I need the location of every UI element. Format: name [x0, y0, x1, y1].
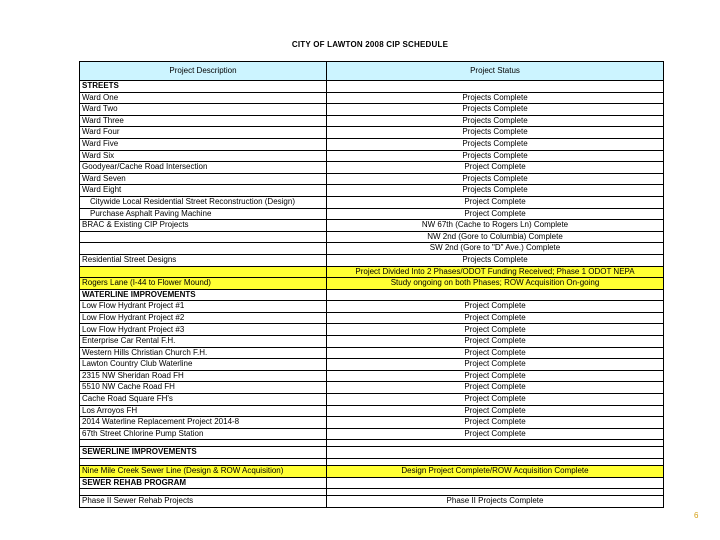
project-status: Projects Complete [327, 150, 664, 162]
project-description: 5510 NW Cache Road FH [80, 382, 327, 394]
project-status: Projects Complete [327, 254, 664, 266]
table-row [80, 312, 664, 324]
project-status: Project Complete [327, 405, 664, 417]
project-description [80, 459, 327, 466]
project-description: Ward Six [80, 150, 327, 162]
section-row [80, 289, 664, 301]
project-status: Project Complete [327, 394, 664, 406]
section-heading: STREETS [80, 81, 327, 93]
table-row [80, 496, 664, 508]
table-row [80, 173, 664, 185]
section-row [80, 447, 664, 459]
project-status: Project Complete [327, 196, 664, 208]
project-status: NW 2nd (Gore to Columbia) Complete [327, 231, 664, 243]
table-row [80, 254, 664, 266]
project-status: Project Complete [327, 347, 664, 359]
project-description: Ward Three [80, 115, 327, 127]
project-status: Project Complete [327, 417, 664, 429]
project-description: Ward Five [80, 138, 327, 150]
table-row [80, 208, 664, 220]
table-row [80, 231, 664, 243]
project-description: 2315 NW Sheridan Road FH [80, 370, 327, 382]
table-row [80, 466, 664, 478]
page-number: 6 [694, 511, 699, 520]
project-status: Project Complete [327, 336, 664, 348]
table-row [80, 428, 664, 440]
header-project-description: Project Description [80, 62, 327, 81]
table-row [80, 359, 664, 371]
table-row [80, 324, 664, 336]
project-status: Projects Complete [327, 127, 664, 139]
project-status: Projects Complete [327, 104, 664, 116]
table-row [80, 243, 664, 255]
project-status [327, 477, 664, 489]
project-status: Phase II Projects Complete [327, 496, 664, 508]
table-row [80, 301, 664, 313]
project-status: Project Complete [327, 359, 664, 371]
project-status [327, 459, 664, 466]
project-description [80, 266, 327, 278]
project-description [80, 231, 327, 243]
table-row [80, 115, 664, 127]
project-status: Project Complete [327, 312, 664, 324]
project-status: Project Complete [327, 208, 664, 220]
project-description: Ward Seven [80, 173, 327, 185]
page-title: CITY OF LAWTON 2008 CIP SCHEDULE [291, 40, 449, 49]
project-status [327, 489, 664, 496]
section-row [80, 477, 664, 489]
project-status: Projects Complete [327, 115, 664, 127]
project-status: Projects Complete [327, 138, 664, 150]
section-heading: WATERLINE IMPROVEMENTS [80, 289, 327, 301]
section-heading: SEWER REHAB PROGRAM [80, 477, 327, 489]
project-status: Project Divided Into 2 Phases/ODOT Funding Received; Phase 1 ODOT NEPA [327, 266, 664, 278]
table-row [80, 104, 664, 116]
project-description: Los Arroyos FH [80, 405, 327, 417]
project-description: Ward Eight [80, 185, 327, 197]
project-description: Cache Road Square FH's [80, 394, 327, 406]
table-row [80, 185, 664, 197]
project-description: Purchase Asphalt Paving Machine [80, 208, 327, 220]
project-status: Project Complete [327, 382, 664, 394]
project-status: Project Complete [327, 324, 664, 336]
table-row [80, 394, 664, 406]
project-description: BRAC & Existing CIP Projects [80, 220, 327, 232]
table-row [80, 266, 664, 278]
table-row [80, 92, 664, 104]
table-row [80, 370, 664, 382]
project-status [327, 440, 664, 447]
section-row [80, 81, 664, 93]
project-status: Project Complete [327, 162, 664, 174]
project-description: Rogers Lane (I-44 to Flower Mound) [80, 278, 327, 290]
table-row [80, 162, 664, 174]
table-row [80, 138, 664, 150]
project-status: Projects Complete [327, 92, 664, 104]
header-project-status: Project Status [327, 62, 664, 81]
project-description [80, 489, 327, 496]
table-row [80, 336, 664, 348]
project-status: Project Complete [327, 301, 664, 313]
project-description: Lawton Country Club Waterline [80, 359, 327, 371]
project-description: Ward Two [80, 104, 327, 116]
table-row [80, 278, 664, 290]
project-description: 67th Street Chlorine Pump Station [80, 428, 327, 440]
table-row [80, 347, 664, 359]
project-status: NW 67th (Cache to Rogers Ln) Complete [327, 220, 664, 232]
spacer-row [80, 459, 664, 466]
project-status [327, 289, 664, 301]
project-description: Goodyear/Cache Road Intersection [80, 162, 327, 174]
table-row [80, 417, 664, 429]
table-row [80, 150, 664, 162]
project-description: Low Flow Hydrant Project #2 [80, 312, 327, 324]
project-description: Nine Mile Creek Sewer Line (Design & ROW Acquisition) [80, 466, 327, 478]
project-status: Projects Complete [327, 173, 664, 185]
project-description: Low Flow Hydrant Project #3 [80, 324, 327, 336]
project-status: SW 2nd (Gore to "D" Ave.) Complete [327, 243, 664, 255]
table-row [80, 405, 664, 417]
project-status [327, 447, 664, 459]
table-header-row [80, 62, 664, 81]
project-status: Project Complete [327, 428, 664, 440]
project-description: Ward One [80, 92, 327, 104]
project-status [327, 81, 664, 93]
spacer-row [80, 489, 664, 496]
table-row [80, 220, 664, 232]
project-description: Residential Street Designs [80, 254, 327, 266]
section-heading: SEWERLINE IMPROVEMENTS [80, 447, 327, 459]
project-description: Citywide Local Residential Street Reconstruction (Design) [80, 196, 327, 208]
project-description: Low Flow Hydrant Project #1 [80, 301, 327, 313]
project-status: Project Complete [327, 370, 664, 382]
table-row [80, 127, 664, 139]
project-description: 2014 Waterline Replacement Project 2014-8 [80, 417, 327, 429]
project-description [80, 243, 327, 255]
project-status: Projects Complete [327, 185, 664, 197]
cip-schedule-table [79, 61, 664, 508]
table-row [80, 196, 664, 208]
project-description: Enterprise Car Rental F.H. [80, 336, 327, 348]
project-status: Design Project Complete/ROW Acquisition Complete [327, 466, 664, 478]
project-description: Western Hills Christian Church F.H. [80, 347, 327, 359]
project-status: Study ongoing on both Phases; ROW Acquisition On-going [327, 278, 664, 290]
table-row [80, 382, 664, 394]
table-body [80, 81, 664, 508]
project-description: Phase II Sewer Rehab Projects [80, 496, 327, 508]
spacer-row [80, 440, 664, 447]
project-description [80, 440, 327, 447]
project-description: Ward Four [80, 127, 327, 139]
